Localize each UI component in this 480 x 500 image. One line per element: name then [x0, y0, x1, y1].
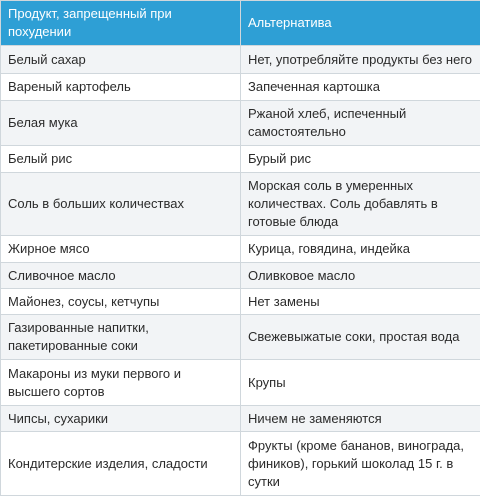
product-cell: Белый сахар [1, 46, 241, 74]
table-row [1, 406, 480, 432]
product-cell: Макароны из муки первого и высшего сортов [1, 360, 241, 406]
table-header [1, 1, 480, 46]
header-alternative: Альтернатива [241, 1, 480, 46]
table-row [1, 360, 480, 406]
alternative-cell: Свежевыжатые соки, простая вода [241, 315, 480, 360]
alternative-cell: Крупы [241, 360, 480, 406]
table-body [1, 46, 480, 496]
table-row [1, 236, 480, 263]
product-cell: Белая мука [1, 101, 241, 146]
alternative-cell: Бурый рис [241, 146, 480, 173]
product-cell: Вареный картофель [1, 74, 241, 101]
product-cell: Белый рис [1, 146, 241, 173]
header-product: Продукт, запрещенный при похудении [1, 1, 241, 46]
product-cell: Майонез, соусы, кетчупы [1, 289, 241, 315]
alternative-cell: Фрукты (кроме бананов, винограда, фиников), горький шоколад 15 г. в сутки [241, 432, 480, 496]
table-row [1, 74, 480, 101]
table-row [1, 146, 480, 173]
table-row [1, 432, 480, 496]
product-cell: Соль в больших количествах [1, 173, 241, 236]
table-row [1, 289, 480, 315]
alternative-cell: Морская соль в умеренных количествах. Соль добавлять в готовые блюда [241, 173, 480, 236]
table-row [1, 315, 480, 360]
table-row [1, 46, 480, 74]
alternative-cell: Запеченная картошка [241, 74, 480, 101]
alternative-cell: Оливковое масло [241, 263, 480, 289]
alternative-cell: Нет замены [241, 289, 480, 315]
alternative-cell: Нет, употребляйте продукты без него [241, 46, 480, 74]
table-row [1, 173, 480, 236]
alternative-cell: Ничем не заменяются [241, 406, 480, 432]
alternative-cell: Курица, говядина, индейка [241, 236, 480, 263]
table-row [1, 101, 480, 146]
product-cell: Сливочное масло [1, 263, 241, 289]
product-cell: Кондитерские изделия, сладости [1, 432, 241, 496]
alternative-cell: Ржаной хлеб, испеченный самостоятельно [241, 101, 480, 146]
header-row [1, 1, 480, 46]
product-cell: Газированные напитки, пакетированные соки [1, 315, 241, 360]
table-row [1, 263, 480, 289]
product-cell: Жирное мясо [1, 236, 241, 263]
product-cell: Чипсы, сухарики [1, 406, 241, 432]
